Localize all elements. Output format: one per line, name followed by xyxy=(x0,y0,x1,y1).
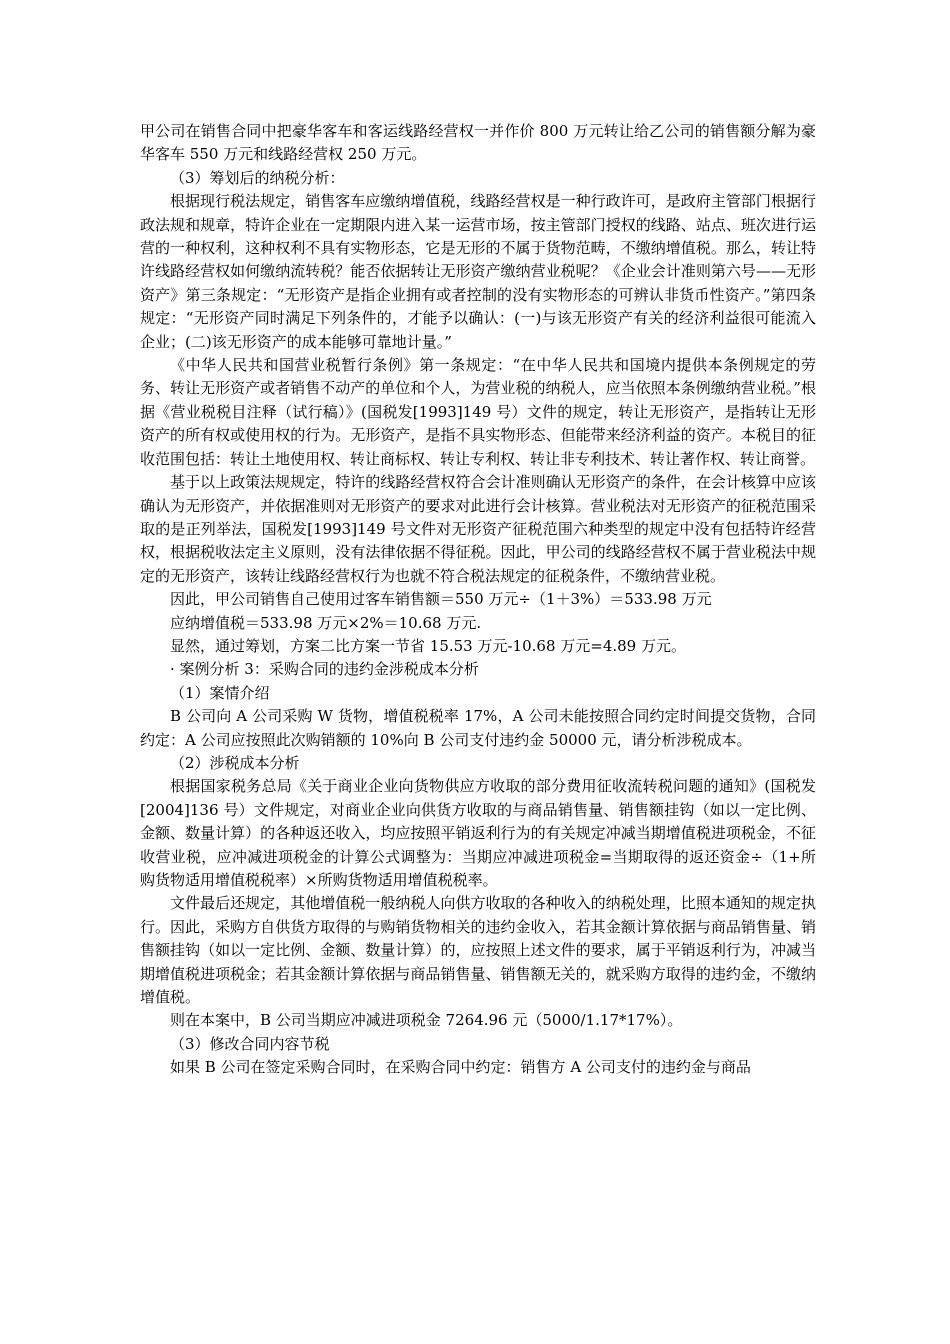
paragraph-vat-payable: 应纳增值税＝533.98 万元×2%＝10.68 万元. xyxy=(170,613,482,632)
paragraph-notice-provisions: 文件最后还规定，其他增值税一般纳税人向供方收取的各种收入的纳税处理，比照本通知的规定执行。因此，采购方自供货方取得的与购销货物相关的违约金收入，若其金额计算依据与商品销售量、销售额挂钩（如以一定比例、金额、数量计算）的，应按照上述文件的要求，属于平销返利行为，冲减当期增值税进项税金；若其金额计算依据与商品销售量、销售额无关的，就采购方取得的违约金，不缴纳增值税。 xyxy=(140,894,816,1007)
paragraph-sat-notice: 根据国家税务总局《关于商业企业向货物供应方收取的部分费用征收流转税问题的通知》(国税发[2004]136 号）文件规定，对商业企业向供货方收取的与商品销售量、销售额挂钩（如以一定比例、金额、数量计算）的各种返还收入，均应按照平销返利行为的有关规定冲减当期增值税进项税金，不征收营业税，应冲减进项税金的计算公式调整为：当期应冲减进项税金=当期取得的返还资金÷（1+所购货物适用增值税税率）×所购货物适用增值税税率。 xyxy=(140,777,816,889)
heading-tax-analysis-after-planning: （3）筹划后的纳税分析： xyxy=(170,168,345,187)
paragraph-vat-route-rights: 根据现行税法规定，销售客车应缴纳增值税，线路经营权是一种行政许可，是政府主管部门根据行政法规和规章，特许企业在一定期限内进入某一运营市场，按主管部门授权的线路、站点、班次进行运营的一种权利，这种权利不具有实物形态，它是无形的不属于货物范畴，不缴纳增值税。那么，转让特许线路经营权如何缴纳流转税？能否依据转让无形资产缴纳营业税呢？《企业会计准则第六号——无形资产》第三条规定：“无形资产是指企业拥有或者控制的没有实物形态的可辨认非货币性资产。”第四条规定：“无形资产同时满足下列条件的，才能予以确认：(一)与该无形资产有关的经济利益很可能流入企业；(二)该无形资产的成本能够可靠地计量。” xyxy=(140,192,816,351)
paragraph-savings: 显然，通过筹划，方案二比方案一节省 15.53 万元-10.68 万元=4.89 万元。 xyxy=(170,636,686,655)
document-body xyxy=(140,120,816,1080)
heading-case-analysis-3: · 案例分析 3：采购合同的违约金涉税成本分析 xyxy=(170,660,479,679)
heading-modify-contract: （3）修改合同内容节税 xyxy=(170,1034,330,1053)
paragraph-sales-calculation: 因此，甲公司销售自己使用过客车销售额＝550 万元÷（1＋3%）＝533.98 万元 xyxy=(170,590,712,609)
paragraph-sales-split: 甲公司在销售合同中把豪华客车和客运线路经营权一并作价 800 万元转让给乙公司的销售额分解为豪华客车 550 万元和线路经营权 250 万元。 xyxy=(140,122,816,164)
paragraph-policy-conclusion: 基于以上政策法规规定，特许的线路经营权符合会计准则确认无形资产的条件，在会计核算中应该确认为无形资产，并依据准则对无形资产的要求对此进行会计核算。营业税法对无形资产的征税范围采取的是正列举法，国税发[1993]149 号文件对无形资产征税范围六种类型的规定中没有包括特许经营权，根据税收法定主义原则，没有法律依据不得征税。因此，甲公司的线路经营权不属于营业税法中规定的无形资产，该转让线路经营权行为也就不符合税法规定的征税条件，不缴纳营业税。 xyxy=(140,473,816,585)
heading-tax-cost-analysis: （2）涉税成本分析 xyxy=(170,753,300,772)
paragraph-business-tax-regulations: 《中华人民共和国营业税暂行条例》第一条规定：“在中华人民共和国境内提供本条例规定的劳务、转让无形资产或者销售不动产的单位和个人，为营业税的纳税人，应当依照本条例缴纳营业税。”根据《营业税税目注释（试行稿）》(国税发[1993]149 号）文件的规定，转让无形资产，是指转让无形资产的所有权或使用权的行为。无形资产，是指不具实物形态、但能带来经济利益的资产。本税目的征收范围包括：转让土地使用权、转让商标权、转让专利权、转让非专利技术、转让著作权、转让商誉。 xyxy=(140,356,816,468)
paragraph-case-details: B 公司向 A 公司采购 W 货物，增值税税率 17%，A 公司未能按照合同约定时间提交货物，合同约定：A 公司应按照此次购销额的 10%向 B 公司支付违约金 50000 元，请分析涉税成本。 xyxy=(140,707,816,749)
paragraph-case-result: 则在本案中，B 公司当期应冲减进项税金 7264.96 元（5000/1.17*17%）。 xyxy=(170,1011,683,1030)
heading-case-introduction: （1）案情介绍 xyxy=(170,683,270,702)
paragraph-contract-clause: 如果 B 公司在签定采购合同时，在采购合同中约定：销售方 A 公司支付的违约金与商品 xyxy=(170,1058,751,1077)
